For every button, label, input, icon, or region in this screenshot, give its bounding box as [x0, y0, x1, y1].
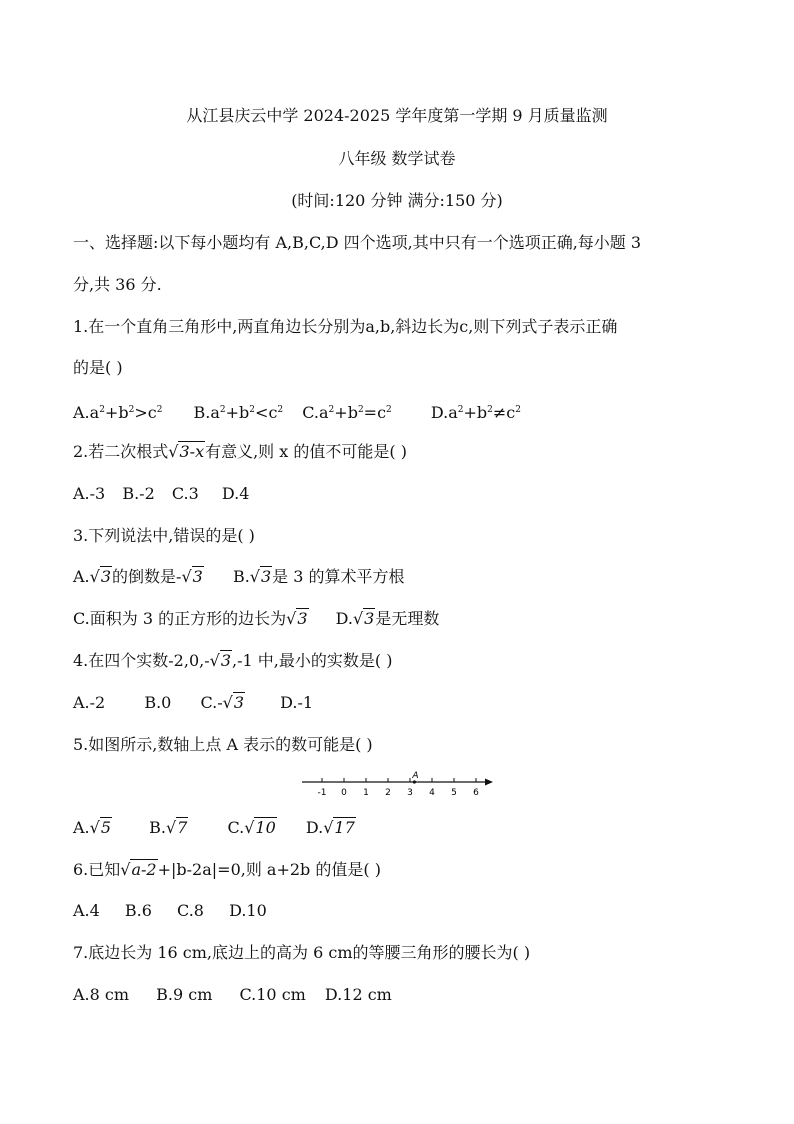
q2-stem: 2.若二次根式√3-x有意义,则 x 的值不可能是( ): [73, 442, 407, 461]
q6-options: [73, 901, 267, 921]
q6-option-c: C.8: [177, 901, 204, 920]
q1-options: [73, 400, 521, 423]
q4-option-d: D.-1: [280, 693, 314, 712]
q5-option-c: C.√10: [227, 818, 276, 837]
q1-option-c: $C.a^2+b^2=c^2$: [302, 403, 392, 422]
q6-option-d: D.10: [229, 901, 267, 920]
q7-option-c: C.10 cm: [239, 985, 306, 1004]
section1-instructions-line2: 分,共 36 分.: [73, 275, 162, 294]
section1-instructions-line1: 一、选择题:以下每小题均有 A,B,C,D 四个选项,其中只有一个选项正确,每小题 3: [73, 233, 642, 252]
q1-stem-line1: 1.在一个直角三角形中,两直角边长分别为a,b,斜边长为c,则下列式子表示正确: [73, 317, 618, 336]
number-line-tick-label: -1: [317, 788, 327, 798]
number-line-arrow-icon: [485, 779, 493, 786]
number-line-tick-label: 4: [429, 788, 435, 798]
q2-option-a: A.-3: [73, 484, 106, 503]
q2-options: [73, 484, 249, 504]
q4-option-a: A.-2: [73, 693, 106, 712]
q5-stem: 5.如图所示,数轴上点 A 表示的数可能是( ): [73, 735, 373, 754]
exam-title: 从江县庆云中学 2024-2025 学年度第一学期 9 月质量监测: [186, 106, 608, 125]
point-a-label: A: [412, 771, 419, 781]
number-line-figure: [300, 770, 500, 800]
number-line-tick-label: 5: [451, 788, 457, 798]
exam-subtitle: 八年级 数学试卷: [338, 149, 456, 168]
q5-options: [73, 818, 356, 838]
q3-option-a: A.√3的倒数是-√3: [73, 567, 203, 586]
q1-option-b: $B.a^2+b^2<c^2$: [193, 403, 284, 422]
q7-stem: 7.底边长为 16 cm,底边上的高为 6 cm的等腰三角形的腰长为( ): [73, 943, 531, 962]
q3-option-c: C.面积为 3 的正方形的边长为√3: [73, 609, 308, 628]
q7-options: [73, 985, 392, 1005]
q3-options-ab: [73, 567, 405, 587]
q3-stem: 3.下列说法中,错误的是( ): [73, 526, 255, 545]
number-line-tick-label: 2: [385, 788, 391, 798]
q5-option-b: B.√7: [149, 818, 188, 837]
number-line-tick-label: 6: [473, 788, 479, 798]
q2-option-c: C.3: [171, 484, 199, 503]
q3-option-b: B.√3是 3 的算术平方根: [232, 567, 405, 586]
q3-option-d: D.√3是无理数: [335, 609, 440, 628]
q4-option-b: B.0: [144, 693, 172, 712]
q2-option-d: D.4: [221, 484, 250, 503]
number-line-tick-label: 0: [341, 788, 347, 798]
q5-option-d: D.√17: [305, 818, 355, 837]
number-line-tick-label: 3: [407, 788, 413, 798]
q4-stem: 4.在四个实数-2,0,-√3,-1 中,最小的实数是( ): [73, 651, 393, 670]
exam-time-info: (时间:120 分钟 满分:150 分): [291, 191, 503, 210]
q6-option-a: A.4: [73, 901, 100, 920]
q4-options: [73, 693, 313, 713]
q1-option-a: $A.a^2+b^2>c^2$: [73, 403, 163, 422]
q6-stem: 6.已知√a-2+|b-2a|=0,则 a+2b 的值是( ): [73, 860, 381, 879]
q6-option-b: B.6: [124, 901, 152, 920]
q1-option-d: $D.a^2+b^2\ne c^2$: [430, 403, 521, 422]
q7-option-a: A.8 cm: [73, 985, 130, 1004]
number-line-tick-label: 1: [363, 788, 369, 798]
q4-option-c: C.-√3: [200, 693, 245, 712]
q1-stem-line2: 的是( ): [73, 358, 123, 377]
sqrt-expression: √3-x: [168, 442, 205, 461]
q5-option-a: A.√5: [73, 818, 112, 837]
q2-option-b: B.-2: [122, 484, 155, 503]
q7-option-b: B.9 cm: [156, 985, 213, 1004]
q7-option-d: D.12 cm: [324, 985, 392, 1004]
q3-options-cd: [73, 609, 439, 629]
